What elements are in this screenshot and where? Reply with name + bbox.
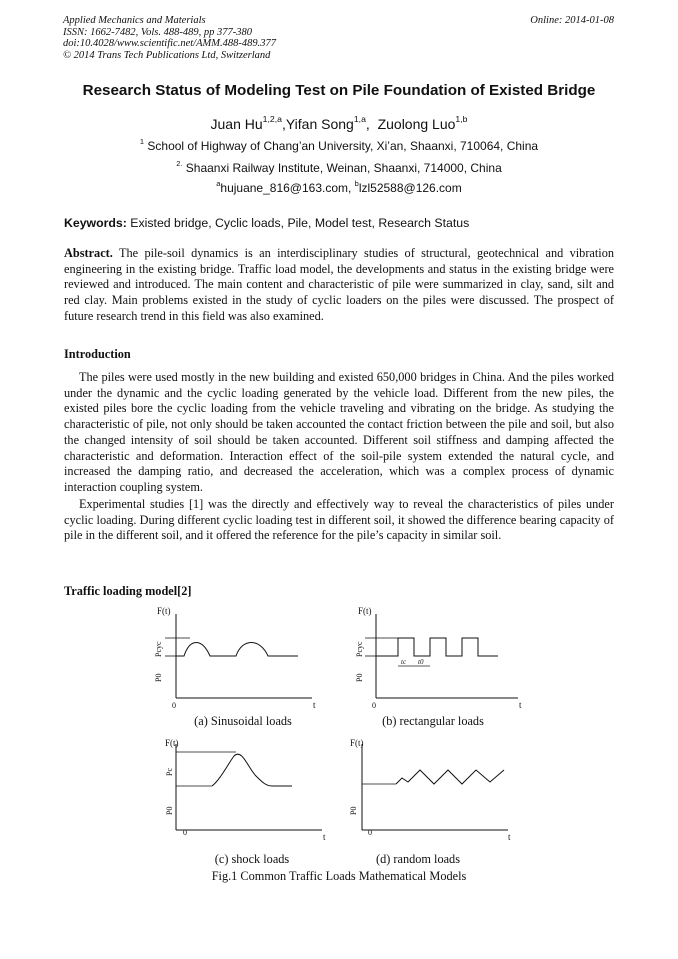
- affiliation-superscript: 1: [139, 136, 145, 146]
- origin-label: 0: [172, 701, 176, 710]
- x-axis-label: t: [313, 700, 316, 710]
- introduction-paragraph-2: Experimental studies [1] was the directly and effectively way to reveal the characteristics of piles under cyclic loading. During different cyclic loading test in different soil, it showed the difference bearing capacity of pile in the different soil, and it offered the reference for the pile’s capacity in similar soil.: [64, 497, 614, 543]
- rectangular-load-curve: [376, 638, 498, 656]
- pcyc-label: Pcyc: [355, 641, 364, 657]
- caption-sinusoidal: (a) Sinusoidal loads: [194, 714, 292, 728]
- email-superscript: b: [354, 178, 359, 188]
- abstract-label: Abstract.: [64, 246, 113, 260]
- y-axis-label: F(t): [157, 606, 171, 616]
- affiliation-2: [0, 158, 678, 175]
- journal-name: Applied Mechanics and Materials: [63, 15, 206, 26]
- p0-label: P0: [165, 806, 174, 815]
- caption-random: (d) random loads: [375, 852, 460, 866]
- author-line: [0, 116, 678, 132]
- p0-label: P0: [355, 673, 364, 682]
- chart-sinusoidal: [154, 606, 316, 710]
- author-superscript: 1,2,a: [262, 114, 282, 125]
- keywords-text: Existed bridge, Cyclic loads, Pile, Model test, Research Status: [126, 216, 470, 230]
- caption-rectangular: (b) rectangular loads: [382, 714, 484, 728]
- x-axis-label: t: [508, 832, 511, 842]
- affiliation-text: Shaanxi Railway Institute, Weinan, Shaanxi, 714000, China: [182, 161, 502, 175]
- journal-header: [63, 15, 276, 61]
- figure-caption: Fig.1 Common Traffic Loads Mathematical Models: [211, 869, 467, 883]
- chart-rectangular: [355, 606, 522, 710]
- sinusoidal-load-curve: [176, 643, 298, 657]
- tc-label: tc: [401, 658, 407, 666]
- keywords-label: Keywords:: [64, 216, 127, 230]
- y-axis-label: F(t): [165, 738, 179, 748]
- section-heading-traffic-loading: Traffic loading model[2]: [64, 584, 192, 598]
- pc-label: Pc: [165, 768, 174, 776]
- doi-line: doi:10.4028/www.scientific.net/AMM.488-489.377: [63, 38, 276, 50]
- email-line: [0, 178, 678, 195]
- keywords: [64, 216, 469, 230]
- origin-label: 0: [183, 828, 187, 837]
- section-heading-introduction: Introduction: [64, 347, 131, 361]
- author-name: Juan Hu: [210, 116, 263, 132]
- abstract-text: The pile-soil dynamics is an interdisciplinary studies of structural, geotechnical and vibration engineering in the existing bridge. Traffic load model, the developments and status in the existing bridge were reviewed and introduced. The main content and characteristic of pile were summarized in clay, sand, silt and red clay. Main problems existed in the study of cyclic loaders on the piles were discussed. The prospect of future research trend in this field was also examined.: [64, 246, 614, 323]
- affiliation-superscript: 2.: [176, 158, 183, 168]
- random-load-curve: [396, 770, 504, 784]
- author-superscript: 1,a: [353, 114, 366, 125]
- y-axis-label: F(t): [358, 606, 372, 616]
- shock-load-curve: [212, 754, 292, 786]
- email-superscript: a: [216, 178, 221, 188]
- p0-label: P0: [349, 806, 358, 815]
- caption-shock: (c) shock loads: [214, 852, 290, 866]
- email-text: hujuane_816@163.com,: [220, 181, 355, 195]
- copyright-line: © 2014 Trans Tech Publications Ltd, Switzerland: [63, 49, 271, 61]
- origin-label: 0: [368, 828, 372, 837]
- abstract: [64, 246, 614, 325]
- issn-line: ISSN: 1662-7482, Vols. 488-489, pp 377-380: [63, 26, 252, 38]
- y-axis-label: F(t): [350, 738, 364, 748]
- x-axis-label: t: [323, 832, 326, 842]
- chart-random: [349, 738, 511, 842]
- author-superscript: 1,b: [455, 114, 468, 125]
- x-axis-label: t: [519, 700, 522, 710]
- p0-label: P0: [154, 673, 163, 682]
- origin-label: 0: [372, 701, 376, 710]
- online-date: Online: 2014-01-08: [530, 15, 614, 26]
- chart-shock: [165, 738, 326, 842]
- author-name: ,Yifan Song: [281, 116, 354, 132]
- email-text: lzl52588@126.com: [358, 181, 462, 195]
- introduction-paragraph-1: The piles were used mostly in the new building and existed 650,000 bridges in China. And the piles worked under the dynamic and the cyclic loading generated by the vehicle load. Different from the new piles, the existed piles bore the cyclic loading from the vehicle traveling and vibrating on the bridge. As studying the characteristic of pile, not only should be taken accounted the contact friction between the pile and soil, but also the changed intensity of soil should be taken accounted. Different soil stiffness and damping affected the characteristic and deformation. Interaction effect of the soil-pile system extended the natural cycle, and increased the damping ratio, and decreased the acceleration, which was a complex process of dynamic interaction coupling system.: [64, 370, 614, 494]
- affiliation-text: School of Highway of Chang’an University, Xi’an, Shaanxi, 710064, China: [144, 139, 539, 153]
- pcyc-label: Pcyc: [154, 641, 163, 657]
- paper-title: Research Status of Modeling Test on Pile Foundation of Existed Bridge: [82, 82, 596, 99]
- affiliation-1: [0, 136, 678, 153]
- t0-label: t0: [418, 658, 424, 666]
- author-name: , Zuolong Luo: [365, 116, 456, 132]
